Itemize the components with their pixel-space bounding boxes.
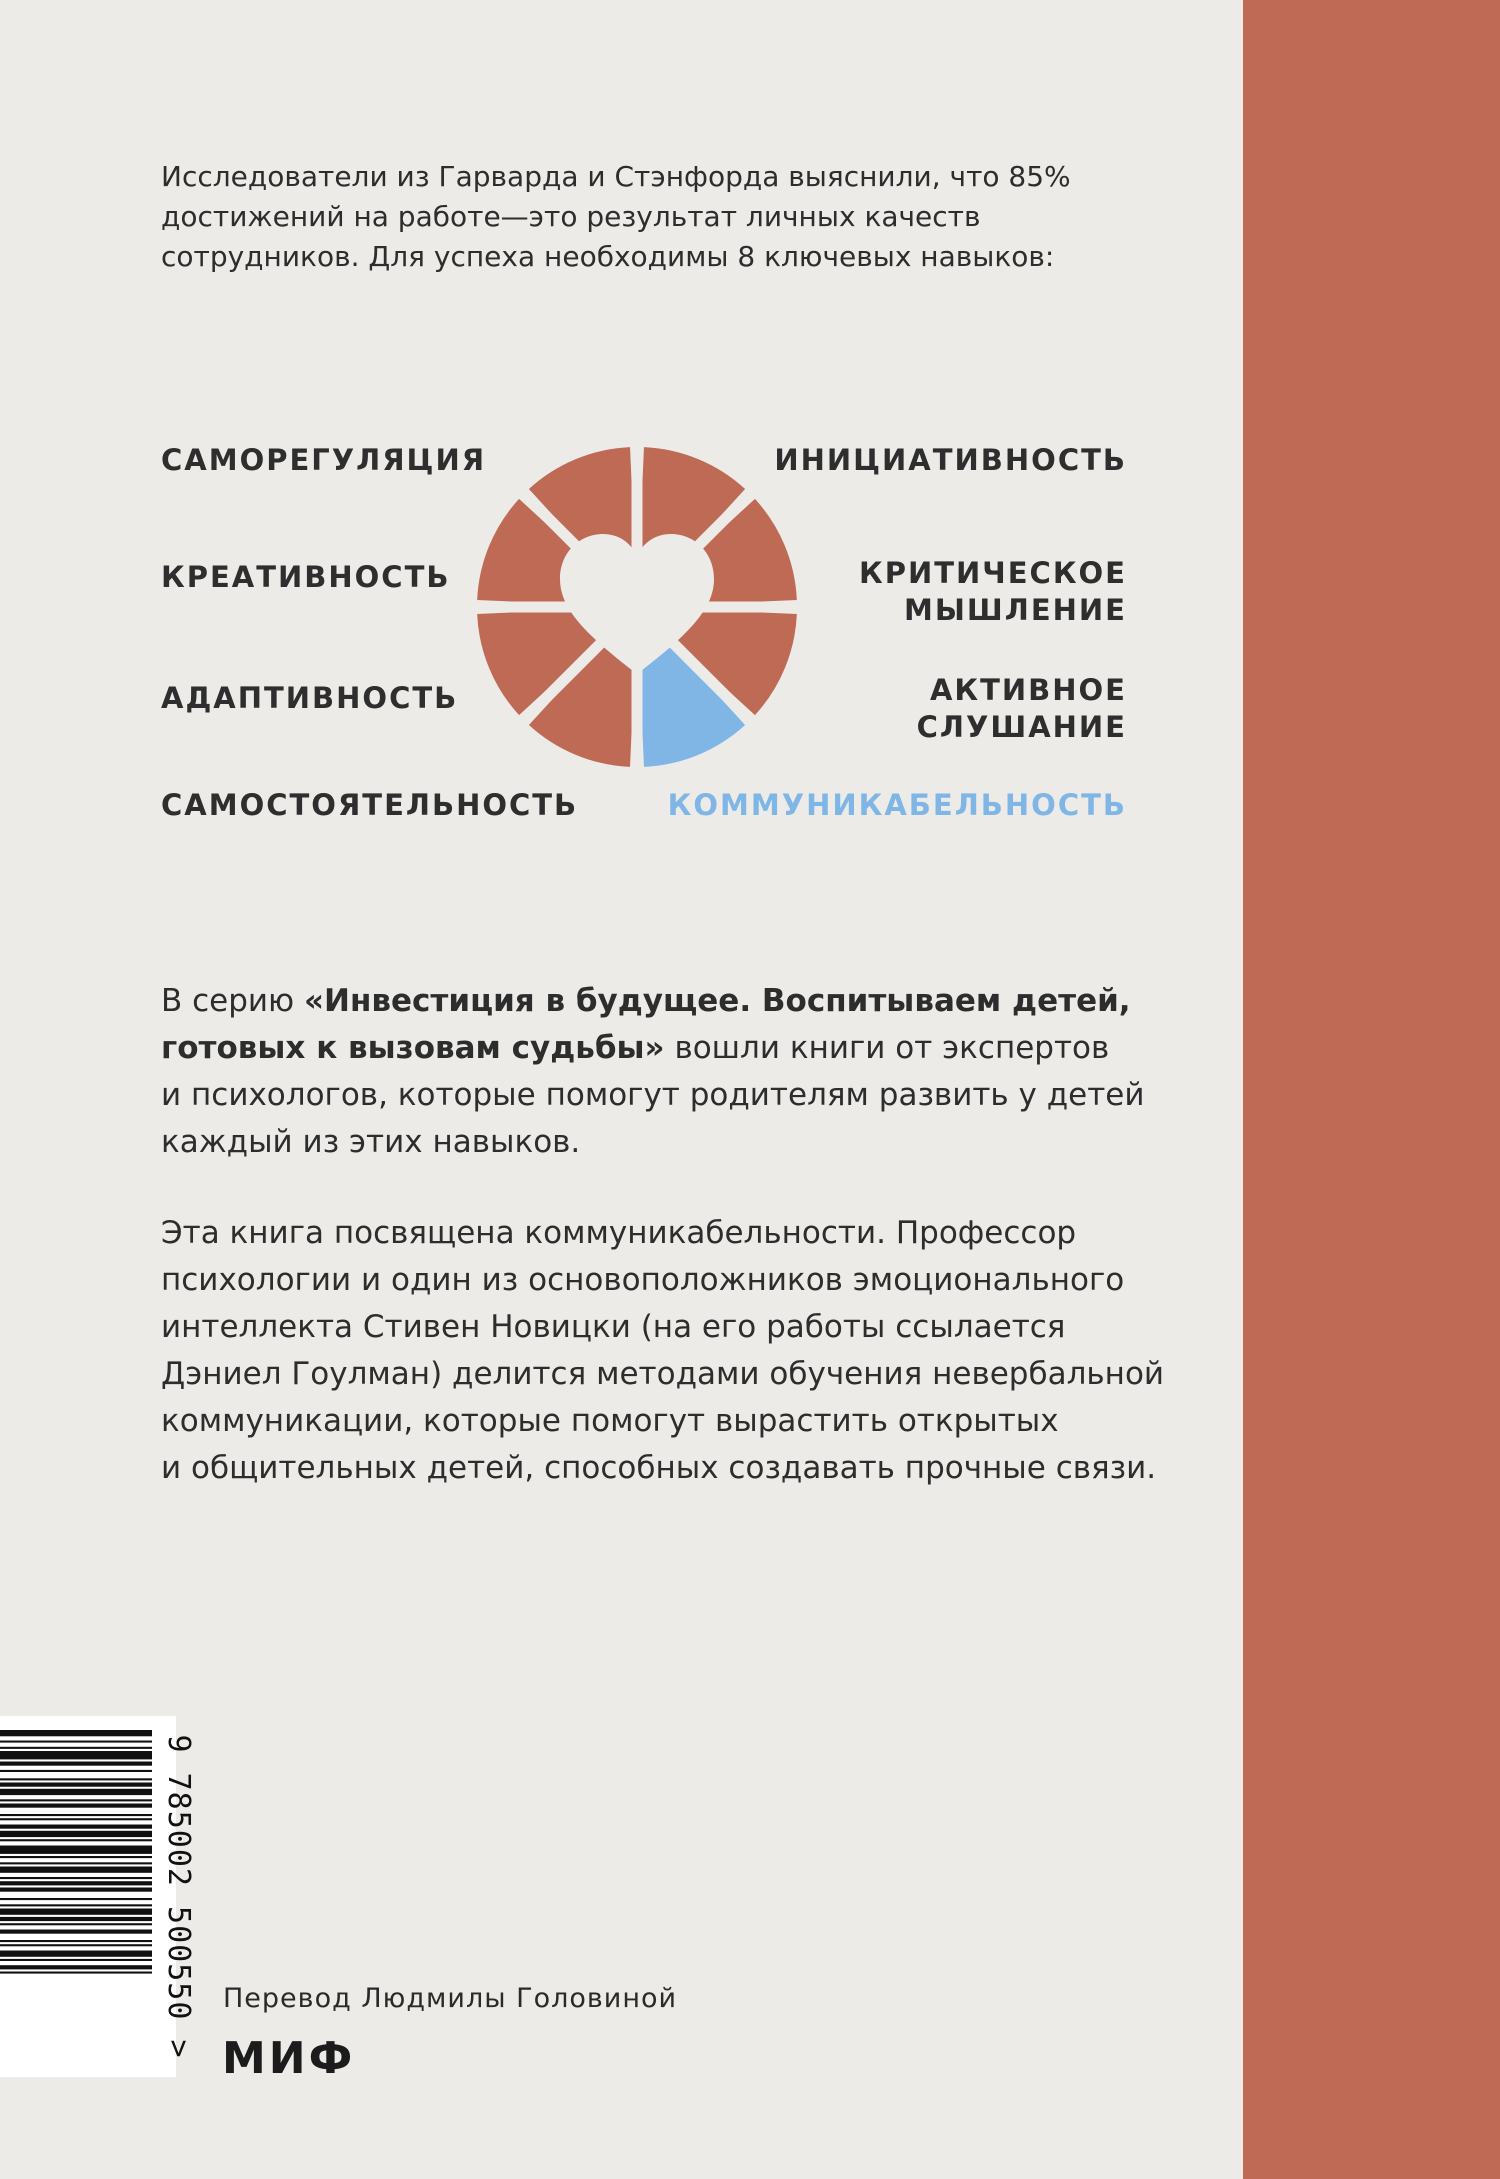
barcode-bar bbox=[0, 1944, 152, 1946]
translator-credit: Перевод Людмилы Головиной bbox=[223, 1983, 678, 2014]
book-paragraph bbox=[161, 1210, 1165, 1492]
intro-line: сотрудников. Для успеха необходимы 8 ключевых навыков: bbox=[161, 240, 1055, 273]
barcode-bar bbox=[0, 1804, 152, 1808]
series-title-part-2: готовых к вызовам судьбы» bbox=[161, 1030, 665, 1066]
barcode-bar bbox=[0, 1818, 152, 1820]
barcode-bar bbox=[0, 1972, 152, 1974]
book-line-3: интеллекта Стивен Новицки (на его работы ссылается bbox=[161, 1309, 1066, 1345]
series-line-2-rest: вошли книги от экспертов bbox=[664, 1030, 1110, 1066]
book-line-4: Дэниел Гоулман) делится методами обучения невербальной bbox=[161, 1356, 1165, 1392]
barcode-bar bbox=[0, 1877, 152, 1879]
series-line-3: и психологов, которые помогут родителям развить у детей bbox=[161, 1077, 1145, 1113]
series-paragraph bbox=[161, 978, 1161, 1166]
intro-line: достижений на работе—это результат личных качеств bbox=[161, 200, 981, 233]
barcode-bar bbox=[0, 1846, 152, 1854]
barcode-bar bbox=[0, 1762, 152, 1766]
skill-independence: САМОСТОЯТЕЛЬНОСТЬ bbox=[161, 788, 579, 822]
barcode-bar bbox=[0, 1778, 152, 1780]
barcode-bar bbox=[0, 1799, 152, 1801]
barcode-bar bbox=[0, 1741, 152, 1743]
barcode-bar bbox=[0, 1839, 152, 1841]
skill-self-regulation: САМОРЕГУЛЯЦИЯ bbox=[161, 443, 487, 477]
intro-text bbox=[161, 157, 1081, 277]
barcode-bar bbox=[0, 1951, 152, 1957]
skill-initiative: ИНИЦИАТИВНОСТЬ bbox=[774, 443, 1127, 477]
skill-critical-thinking-line1: КРИТИЧЕСКОЕ bbox=[859, 556, 1127, 590]
barcode-bar bbox=[0, 1904, 152, 1906]
series-title-part-1: «Инвестиция в будущее. Воспитываем детей, bbox=[304, 983, 1131, 1019]
barcode-bar bbox=[0, 1831, 152, 1837]
book-line-6: и общительных детей, способных создавать прочные связи. bbox=[161, 1450, 1157, 1486]
barcode-bar bbox=[0, 1751, 152, 1759]
barcode-bar bbox=[0, 1959, 152, 1961]
skill-critical-thinking-line2: МЫШЛЕНИЕ bbox=[904, 593, 1127, 627]
cover-spine bbox=[1243, 0, 1500, 2179]
barcode-bar bbox=[0, 1898, 152, 1900]
series-line-4: каждый из этих навыков. bbox=[161, 1124, 581, 1160]
barcode-bars bbox=[0, 1716, 158, 2077]
barcode-bar bbox=[0, 1783, 152, 1787]
barcode-bar bbox=[0, 1770, 152, 1772]
barcode-bar bbox=[0, 1814, 152, 1816]
barcode-bar bbox=[0, 1888, 152, 1892]
barcode-bar bbox=[0, 1867, 152, 1873]
barcode bbox=[0, 1716, 176, 2077]
barcode-bar bbox=[0, 1856, 152, 1858]
barcode-bar bbox=[0, 1730, 152, 1736]
book-line-5: коммуникации, которые помогут вырастить открытых bbox=[161, 1403, 1059, 1439]
barcode-bar bbox=[0, 1747, 152, 1749]
skill-communication: КОММУНИКАБЕЛЬНОСТЬ bbox=[667, 788, 1127, 822]
skill-active-listening-line1: АКТИВНОЕ bbox=[929, 673, 1127, 707]
barcode-bar bbox=[0, 1940, 152, 1942]
publisher-logo: МИФ bbox=[222, 2033, 356, 2084]
skill-adaptability: АДАПТИВНОСТЬ bbox=[161, 681, 459, 715]
skill-creativity: КРЕАТИВНОСТЬ bbox=[161, 560, 451, 594]
series-line-1 bbox=[161, 978, 1161, 1025]
barcode-number: 9 785002 500550 > bbox=[161, 1734, 196, 2059]
skill-active-listening bbox=[917, 672, 1127, 746]
barcode-bar bbox=[0, 1965, 152, 1969]
barcode-bar bbox=[0, 1909, 152, 1915]
barcode-bar bbox=[0, 1917, 152, 1921]
skills-wheel bbox=[472, 442, 802, 772]
book-line-2: психологии и один из основоположников эмоционального bbox=[161, 1262, 1125, 1298]
barcode-bar bbox=[0, 1923, 152, 1925]
skill-critical-thinking bbox=[859, 555, 1127, 629]
book-line-1: Эта книга посвящена коммуникабельности. Профессор bbox=[161, 1215, 1077, 1251]
barcode-bar bbox=[0, 1862, 152, 1864]
series-line-1-start: В серию bbox=[161, 983, 305, 1019]
series-line-2 bbox=[161, 1025, 1161, 1072]
skill-active-listening-line2: СЛУШАНИЕ bbox=[916, 710, 1127, 744]
barcode-bars-group bbox=[0, 1730, 152, 1974]
barcode-bar bbox=[0, 1825, 152, 1829]
barcode-bar bbox=[0, 1881, 152, 1885]
barcode-bar bbox=[0, 1789, 152, 1795]
intro-line: Исследователи из Гарварда и Стэнфорда выяснили, что 85% bbox=[161, 160, 1071, 193]
barcode-bar bbox=[0, 1930, 152, 1934]
